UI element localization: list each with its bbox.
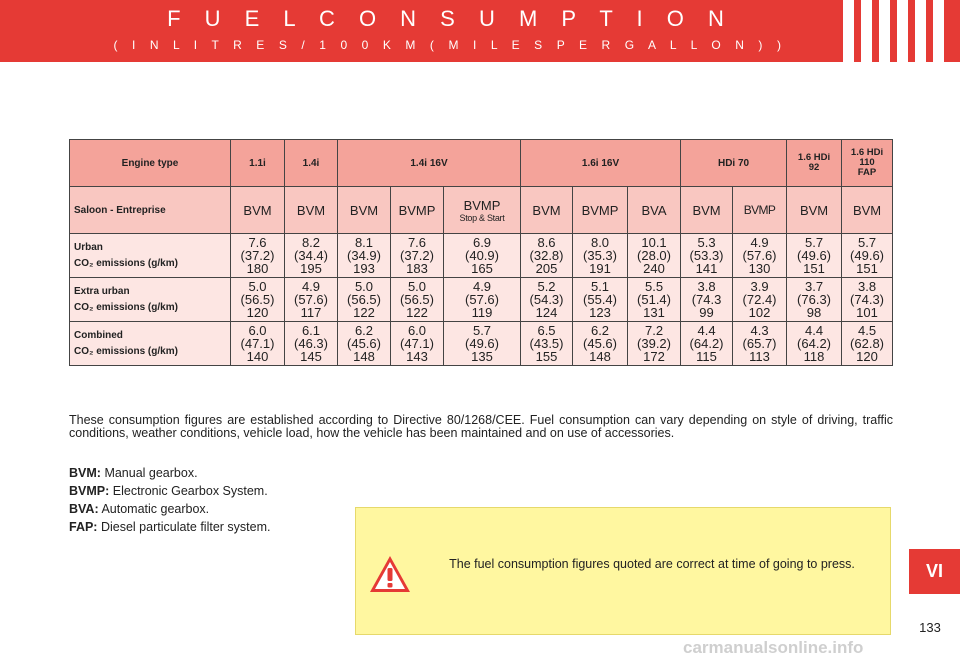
stripe-1 [843,0,854,62]
value-cell [573,322,628,366]
co2-emissions: 122 [353,305,375,320]
definition-item [69,483,270,501]
consumption-l100km: 5.0 [407,279,427,294]
value-cell [787,322,842,366]
co2-emissions: 191 [589,261,611,276]
consumption-mpg: (39.2) [637,336,671,351]
consumption-l100km: 7.2 [644,323,664,338]
co2-emissions: 180 [246,261,269,276]
consumption-paragraph: These consumption figures are established according to Directive 80/1268/CEE. Fuel consumption can vary depending on style of driving, traffic conditions, weather conditions, vehicle load, how the vehicle has been maintained and on use of accessories. [69,413,893,440]
page-title: F U E L C O N S U M P T I O N [167,6,733,31]
engine-1-6-hdi-110-line1: 1.6 HDi [850,147,884,158]
gearbox-cell: BVA [628,187,681,234]
value-cell [231,278,285,322]
co2-emissions: 130 [748,261,771,276]
consumption-l100km: 8.0 [590,235,610,250]
consumption-mpg: (74.3) [850,292,885,307]
stripe-6 [933,0,944,62]
consumption-l100km: 4.9 [472,279,492,294]
gearbox-cell: BVM [231,187,285,234]
gearbox-cell: BVM [787,187,842,234]
co2-emissions: 118 [803,349,825,364]
co2-emissions: 131 [643,305,665,320]
definition-text: Manual gearbox. [104,466,198,480]
consumption-row [70,322,893,366]
stripe-5 [915,0,926,62]
consumption-l100km: 5.2 [537,279,556,294]
note-text: The fuel consumption figures quoted are correct at time of going to press. [449,557,855,571]
value-cell [573,234,628,278]
engine-hdi-70: HDi 70 [681,140,787,187]
value-cell [733,278,787,322]
co2-emissions: 140 [246,349,269,364]
consumption-mpg: (51.4) [637,292,671,307]
engine-1-6i-16v: 1.6i 16V [521,140,681,187]
consumption-l100km: 7.6 [248,235,267,250]
value-cell [338,234,391,278]
consumption-mpg: (64.2) [689,336,724,351]
gearbox-cell: BVM [681,187,733,234]
value-cell [444,278,521,322]
engine-1-4i: 1.4i [285,140,338,187]
co2-emissions: 123 [589,305,611,320]
consumption-l100km: 4.5 [857,323,877,338]
co2-emissions: 205 [535,261,558,276]
engine-1-6-hdi-92-line2: 92 [808,162,820,173]
consumption-l100km: 6.9 [472,235,492,250]
value-cell [681,278,733,322]
co2-emissions: 165 [471,261,493,276]
co2-emissions: 98 [806,305,822,320]
gearbox-cell: BVMP [391,187,444,234]
consumption-l100km: 5.7 [857,235,877,250]
co2-emissions: 117 [300,305,322,320]
definition-term: BVA: [69,502,99,516]
value-cell [444,322,521,366]
definition-text: Electronic Gearbox System. [112,484,268,498]
value-cell [733,234,787,278]
consumption-mpg: (45.6) [583,336,617,351]
consumption-mpg: (45.6) [347,336,381,351]
section-tab: VI [909,549,960,594]
co2-emissions: 102 [748,305,771,320]
row-label [70,322,231,366]
definition-text: Automatic gearbox. [101,502,210,516]
consumption-row [70,278,893,322]
consumption-mpg: (54.3) [529,292,564,307]
consumption-l100km: 4.9 [301,279,321,294]
value-cell [285,234,338,278]
value-cell [842,234,893,278]
row-label-emissions: CO₂ emissions (g/km) [74,301,178,313]
consumption-l100km: 4.3 [750,323,769,338]
consumption-l100km: 6.2 [354,323,374,338]
consumption-mpg: (56.5) [240,292,275,307]
gearbox-row [70,187,893,234]
value-cell [338,322,391,366]
consumption-mpg: (28.0) [637,248,671,263]
co2-emissions: 143 [406,349,428,364]
co2-emissions: 141 [695,261,718,276]
gearbox-cell: BVMP [733,187,787,234]
consumption-l100km: 6.5 [537,323,556,338]
gearbox-cell-label: BVMP [463,197,501,213]
consumption-mpg: (56.5) [347,292,381,307]
consumption-mpg: (57.6) [465,292,499,307]
value-cell [681,234,733,278]
gearbox-cell: BVMP [573,187,628,234]
consumption-mpg: (34.4) [294,248,328,263]
co2-emissions: 124 [535,305,558,320]
consumption-mpg: (62.8) [850,336,885,351]
row-label [70,278,231,322]
co2-emissions: 240 [643,261,665,276]
gearbox-cell: BVM [842,187,893,234]
value-cell [231,234,285,278]
consumption-mpg: (64.2) [797,336,832,351]
value-cell [628,322,681,366]
stripe-2 [861,0,872,62]
gearbox-row-label: Saloon - Entreprise [70,187,231,234]
gearbox-cell: BVM [285,187,338,234]
consumption-l100km: 5.0 [248,279,267,294]
consumption-mpg: (55.4) [583,292,617,307]
co2-emissions: 155 [535,349,558,364]
value-cell [391,278,444,322]
value-cell [681,322,733,366]
co2-emissions: 120 [246,305,269,320]
row-label-emissions: CO₂ emissions (g/km) [74,345,178,357]
row-label-title: Combined [74,329,123,341]
co2-emissions: 151 [803,261,825,276]
co2-emissions: 99 [699,305,714,320]
definition-text: Diesel particulate filter system. [100,520,271,534]
stripe-4 [897,0,908,62]
consumption-l100km: 5.7 [472,323,492,338]
consumption-l100km: 8.1 [354,235,374,250]
consumption-l100km: 6.2 [590,323,610,338]
value-cell [285,278,338,322]
value-cell [787,278,842,322]
engine-1-6-hdi-110-fap [842,140,893,187]
definition-term: BVM: [69,466,101,480]
definition-term: BVMP: [69,484,110,498]
engine-type-label: Engine type [70,140,231,187]
row-label-emissions: CO₂ emissions (g/km) [74,257,178,269]
consumption-l100km: 3.8 [857,279,877,294]
note-box [355,507,891,635]
definition-item [69,465,270,483]
consumption-l100km: 5.3 [697,235,716,250]
value-cell [444,234,521,278]
definition-item [69,501,270,519]
co2-emissions: 148 [353,349,375,364]
consumption-mpg: (53.3) [689,248,724,263]
consumption-mpg: (74.3 [691,292,722,307]
consumption-mpg: (56.5) [400,292,434,307]
value-cell [521,322,573,366]
page-number: 133 [919,620,941,635]
value-cell [231,322,285,366]
value-cell [391,234,444,278]
co2-emissions: 115 [696,349,717,364]
consumption-l100km: 4.9 [750,235,769,250]
row-label-title: Extra urban [74,285,130,297]
engine-1-1i: 1.1i [231,140,285,187]
consumption-l100km: 5.1 [590,279,610,294]
consumption-l100km: 7.6 [407,235,427,250]
fuel-consumption-table [69,139,893,366]
consumption-mpg: (57.6) [294,292,328,307]
value-cell [842,278,893,322]
consumption-l100km: 10.1 [641,235,667,250]
engine-1-6-hdi-92-line1: 1.6 HDi [797,152,831,163]
row-label [70,234,231,278]
consumption-l100km: 8.2 [301,235,321,250]
consumption-mpg: (37.2) [240,248,275,263]
value-cell [733,322,787,366]
co2-emissions: 151 [856,261,878,276]
consumption-mpg: (49.6) [797,248,832,263]
co2-emissions: 135 [471,349,493,364]
gearbox-cell: BVM [338,187,391,234]
consumption-mpg: (46.3) [294,336,328,351]
consumption-l100km: 4.4 [697,323,716,338]
co2-emissions: 183 [406,261,428,276]
co2-emissions: 172 [643,349,665,364]
value-cell [521,234,573,278]
consumption-l100km: 8.6 [537,235,556,250]
consumption-l100km: 5.7 [804,235,824,250]
consumption-mpg: (34.9) [347,248,381,263]
consumption-mpg: (47.1) [240,336,275,351]
consumption-mpg: (72.4) [742,292,777,307]
consumption-l100km: 3.7 [804,279,824,294]
co2-emissions: 113 [749,349,770,364]
consumption-mpg: (57.6) [742,248,777,263]
consumption-mpg: (65.7) [742,336,777,351]
engine-1-6-hdi-110-line2: 110 [859,157,875,168]
value-cell [391,322,444,366]
gearbox-definitions [69,465,270,537]
engine-type-row [70,140,893,187]
consumption-mpg: (43.5) [529,336,564,351]
consumption-mpg: (47.1) [400,336,434,351]
co2-emissions: 119 [471,305,493,320]
engine-1-6-hdi-92 [787,140,842,187]
engine-1-4i-16v: 1.4i 16V [338,140,521,187]
consumption-mpg: (49.6) [850,248,885,263]
co2-emissions: 195 [300,261,322,276]
row-label-title: Urban [74,241,103,253]
value-cell [787,234,842,278]
watermark: carmanualsonline.info [683,638,864,657]
co2-emissions: 101 [856,305,878,320]
co2-emissions: 193 [353,261,375,276]
consumption-l100km: 6.1 [301,323,321,338]
consumption-mpg: (35.3) [583,248,617,263]
co2-emissions: 122 [406,305,428,320]
consumption-l100km: 5.5 [644,279,664,294]
header-band [0,0,960,62]
warning-triangle-icon [368,554,412,594]
consumption-row [70,234,893,278]
co2-emissions: 145 [300,349,322,364]
consumption-l100km: 3.8 [697,279,716,294]
definition-term: FAP: [69,520,98,534]
consumption-l100km: 3.9 [750,279,769,294]
page-subtitle: ( I N L I T R E S / 1 0 0 K M ( M I L E S P E R G A L L O N ) ) [113,38,787,52]
consumption-mpg: (32.8) [529,248,564,263]
consumption-mpg: (49.6) [465,336,499,351]
consumption-mpg: (37.2) [400,248,434,263]
stop-start-label: Stop & Start [459,212,505,223]
co2-emissions: 148 [589,349,611,364]
gearbox-cell-stop-start [444,187,521,234]
value-cell [521,278,573,322]
consumption-l100km: 5.0 [354,279,374,294]
value-cell [628,278,681,322]
value-cell [338,278,391,322]
value-cell [285,322,338,366]
co2-emissions: 120 [856,349,878,364]
consumption-l100km: 6.0 [248,323,267,338]
header-stripes-decoration [843,0,944,62]
consumption-mpg: (40.9) [465,248,499,263]
value-cell [628,234,681,278]
engine-1-6-hdi-110-line3: FAP [857,167,877,178]
value-cell [842,322,893,366]
consumption-l100km: 6.0 [407,323,427,338]
consumption-l100km: 4.4 [804,323,824,338]
definition-item [69,519,270,537]
value-cell [573,278,628,322]
gearbox-cell: BVM [521,187,573,234]
consumption-mpg: (76.3) [797,292,832,307]
stripe-3 [879,0,890,62]
